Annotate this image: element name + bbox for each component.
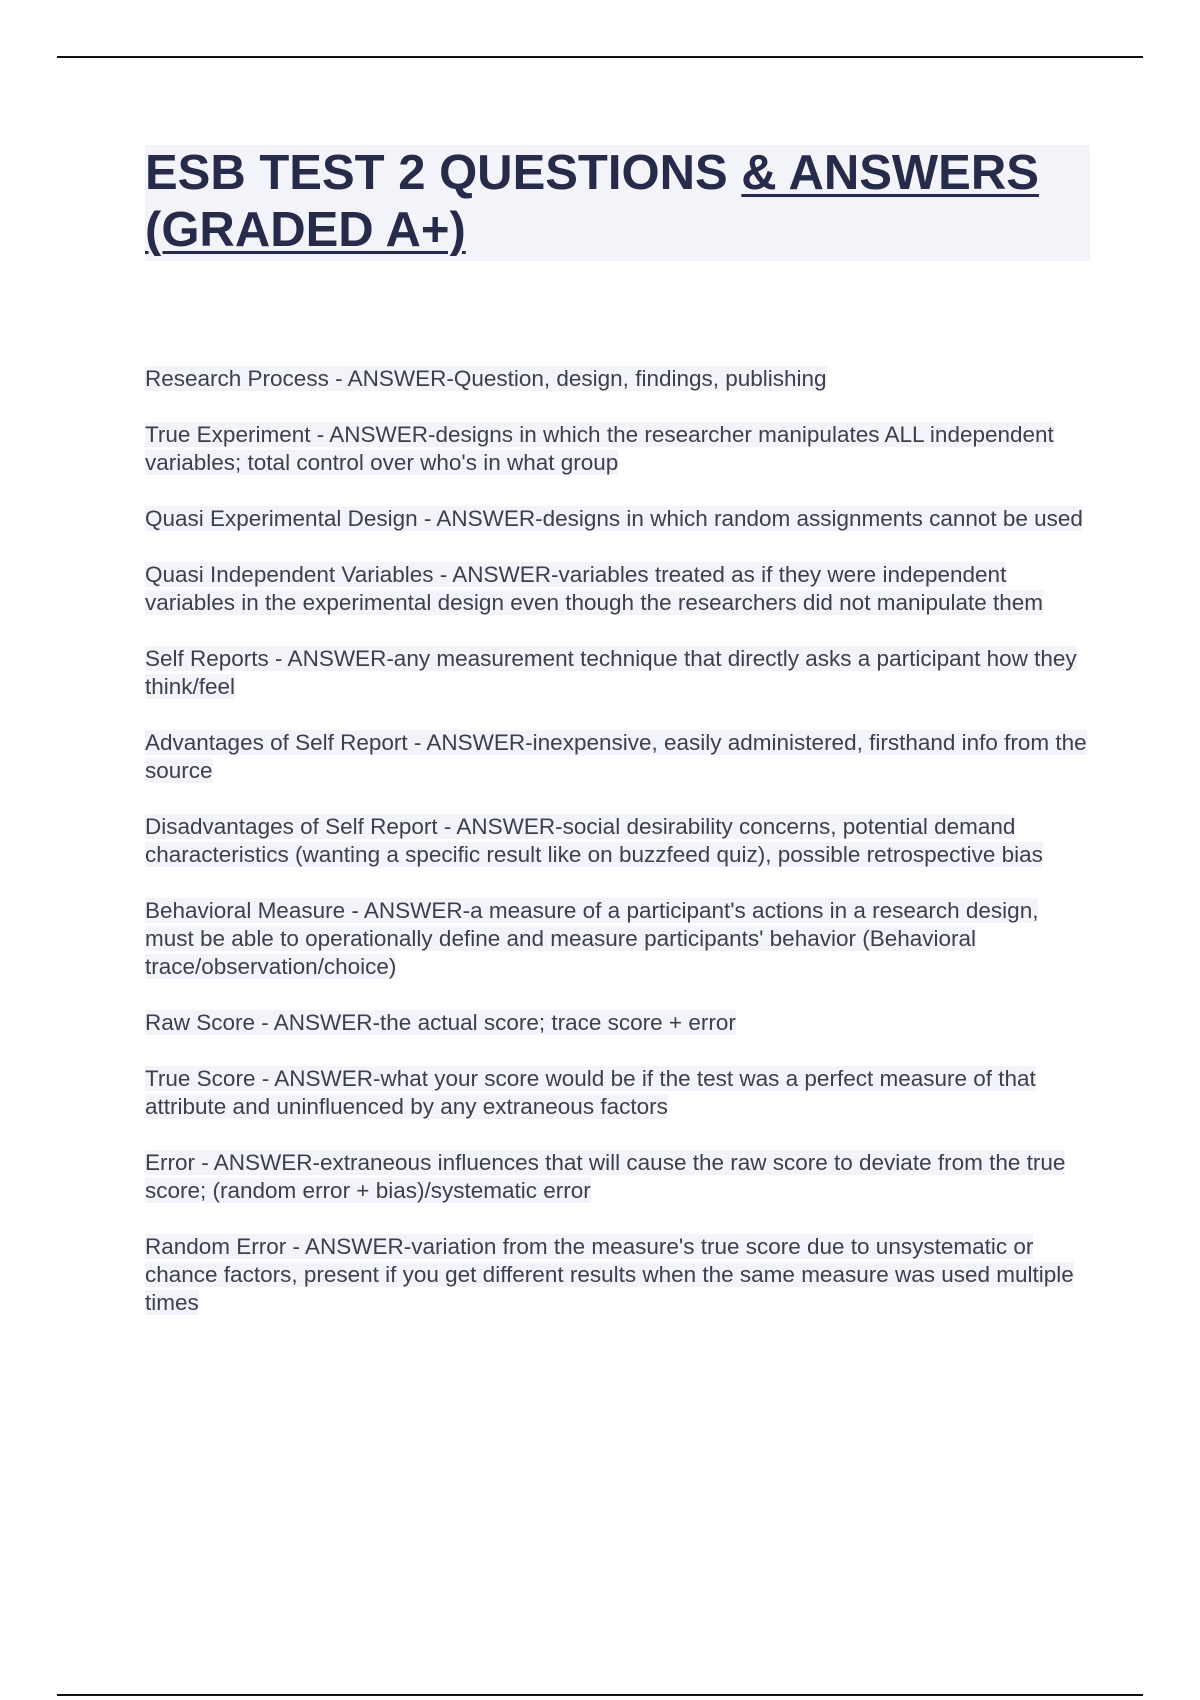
qa-text: True Score - ANSWER-what your score would be if the test was a perfect measure of that attribute and uninfluenced by any extraneous factors (145, 1066, 1036, 1119)
qa-text: Disadvantages of Self Report - ANSWER-social desirability concerns, potential demand characteristics (wanting a specific result like on buzzfeed quiz), possible retrospective bias (145, 814, 1043, 867)
title-part-2: & ANSWERS (GRADED A+) (145, 146, 1039, 257)
page-title (145, 145, 1090, 259)
qa-item (145, 813, 1090, 869)
qa-text: Quasi Independent Variables - ANSWER-variables treated as if they were independent variables in the experimental design even though the researchers did not manipulate them (145, 562, 1044, 615)
qa-item (145, 1149, 1090, 1205)
qa-item (145, 505, 1090, 533)
qa-text: Behavioral Measure - ANSWER-a measure of a participant's actions in a research design, must be able to operationally define and measure participants' behavior (Behavioral trace/observation/choice) (145, 898, 1039, 979)
qa-item (145, 897, 1090, 981)
top-rule (57, 56, 1143, 58)
title-part-1: ESB TEST 2 QUESTIONS (145, 146, 742, 200)
qa-text: Quasi Experimental Design - ANSWER-designs in which random assignments cannot be used (145, 506, 1083, 531)
qa-item (145, 1233, 1090, 1317)
qa-text: Error - ANSWER-extraneous influences that will cause the raw score to deviate from the true score; (random error + bias)/systematic error (145, 1150, 1066, 1203)
qa-list (145, 365, 1090, 1345)
qa-item (145, 561, 1090, 617)
qa-item (145, 1009, 1090, 1037)
qa-text: Random Error - ANSWER-variation from the measure's true score due to unsystematic or chance factors, present if you get different results when the same measure was used multiple times (145, 1234, 1074, 1315)
qa-item (145, 1065, 1090, 1121)
qa-item (145, 645, 1090, 701)
qa-text: True Experiment - ANSWER-designs in which the researcher manipulates ALL independent variables; total control over who's in what group (145, 422, 1054, 475)
bottom-rule (57, 1694, 1143, 1696)
qa-text: Advantages of Self Report - ANSWER-inexpensive, easily administered, firsthand info from the source (145, 730, 1087, 783)
qa-text: Raw Score - ANSWER-the actual score; trace score + error (145, 1010, 736, 1035)
title-block (145, 145, 1090, 261)
qa-item (145, 421, 1090, 477)
qa-item (145, 365, 1090, 393)
qa-text: Research Process - ANSWER-Question, design, findings, publishing (145, 366, 827, 391)
qa-item (145, 729, 1090, 785)
qa-text: Self Reports - ANSWER-any measurement technique that directly asks a participant how they think/feel (145, 646, 1077, 699)
